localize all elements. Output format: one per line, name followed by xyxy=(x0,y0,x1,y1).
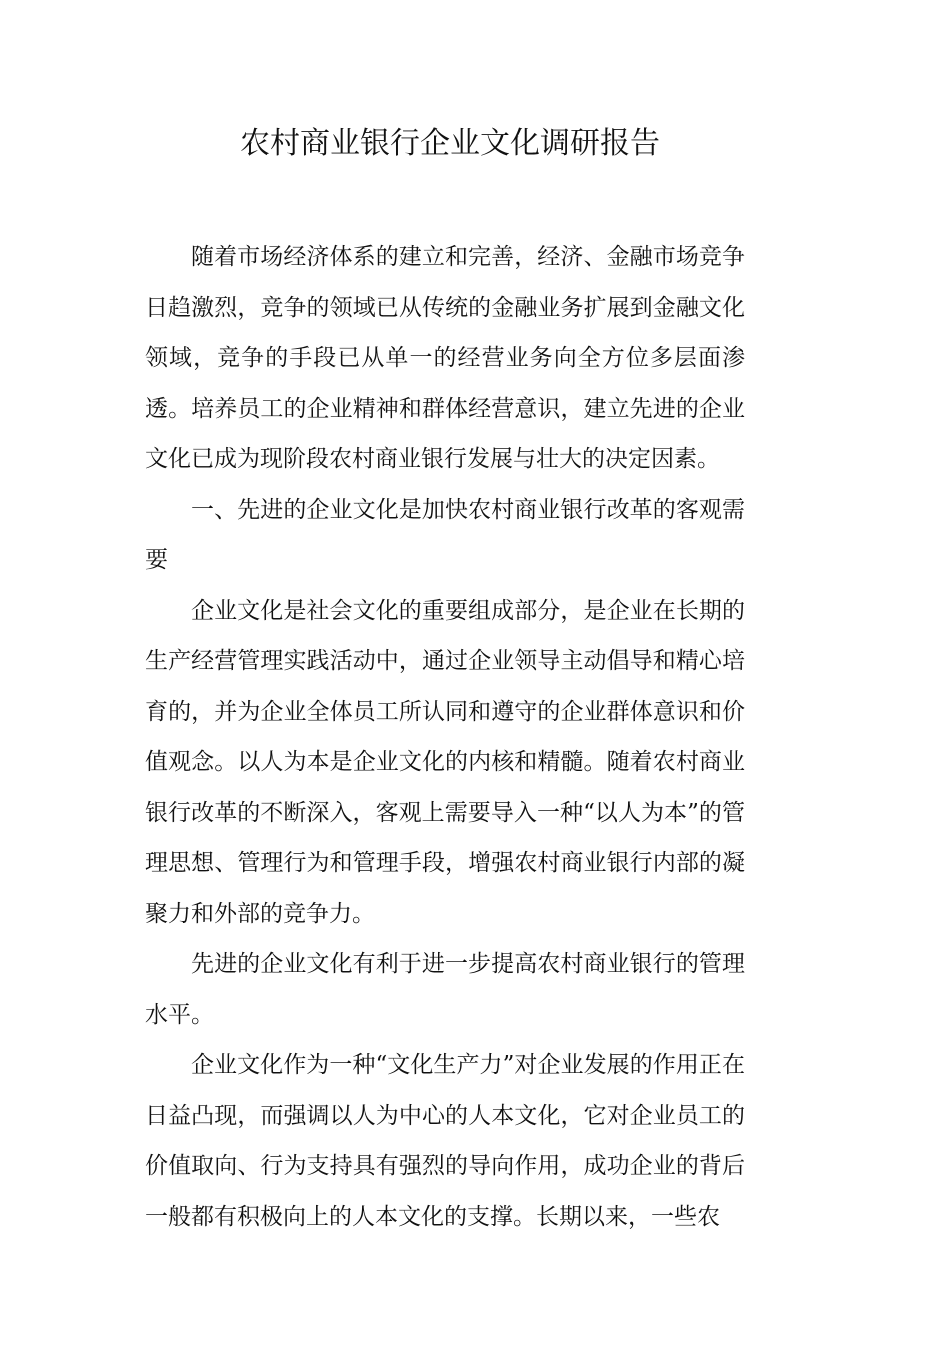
document-title: 农村商业银行企业文化调研报告 xyxy=(240,126,660,161)
paragraph-intro: 随着市场经济体系的建立和完善，经济、金融市场竞争日趋激烈，竞争的领域已从传统的金融业务扩展到金融文化领域，竞争的手段已从单一的经营业务向全方位多层面渗透。培养员工的企业精神和群体经营意识，建立先进的企业文化已成为现阶段农村商业银行发展与壮大的决定因素。 xyxy=(145,244,745,472)
paragraph-management-level: 先进的企业文化有利于进一步提高农村商业银行的管理水平。 xyxy=(145,951,745,1028)
paragraph-cultural-productivity: 企业文化作为一种“文化生产力”对企业发展的作用正在日益凸现，而强调以人为中心的人本文化，它对企业员工的价值取向、行为支持具有强烈的导向作用，成功企业的背后一般都有积极向上的人本文化的支撑。长期以来，一些农 xyxy=(145,1052,745,1230)
paragraph-culture-definition: 企业文化是社会文化的重要组成部分，是企业在长期的生产经营管理实践活动中，通过企业领导主动倡导和精心培育的，并为企业全体员工所认同和遵守的企业群体意识和价值观念。以人为本是企业文化的内核和精髓。随着农村商业银行改革的不断深入，客观上需要导入一种“以人为本”的管理思想、管理行为和管理手段，增强农村商业银行内部的凝聚力和外部的竞争力。 xyxy=(145,597,745,927)
section-heading-1: 一、先进的企业文化是加快农村商业银行改革的客观需要 xyxy=(145,496,745,573)
document-body xyxy=(145,232,745,1242)
